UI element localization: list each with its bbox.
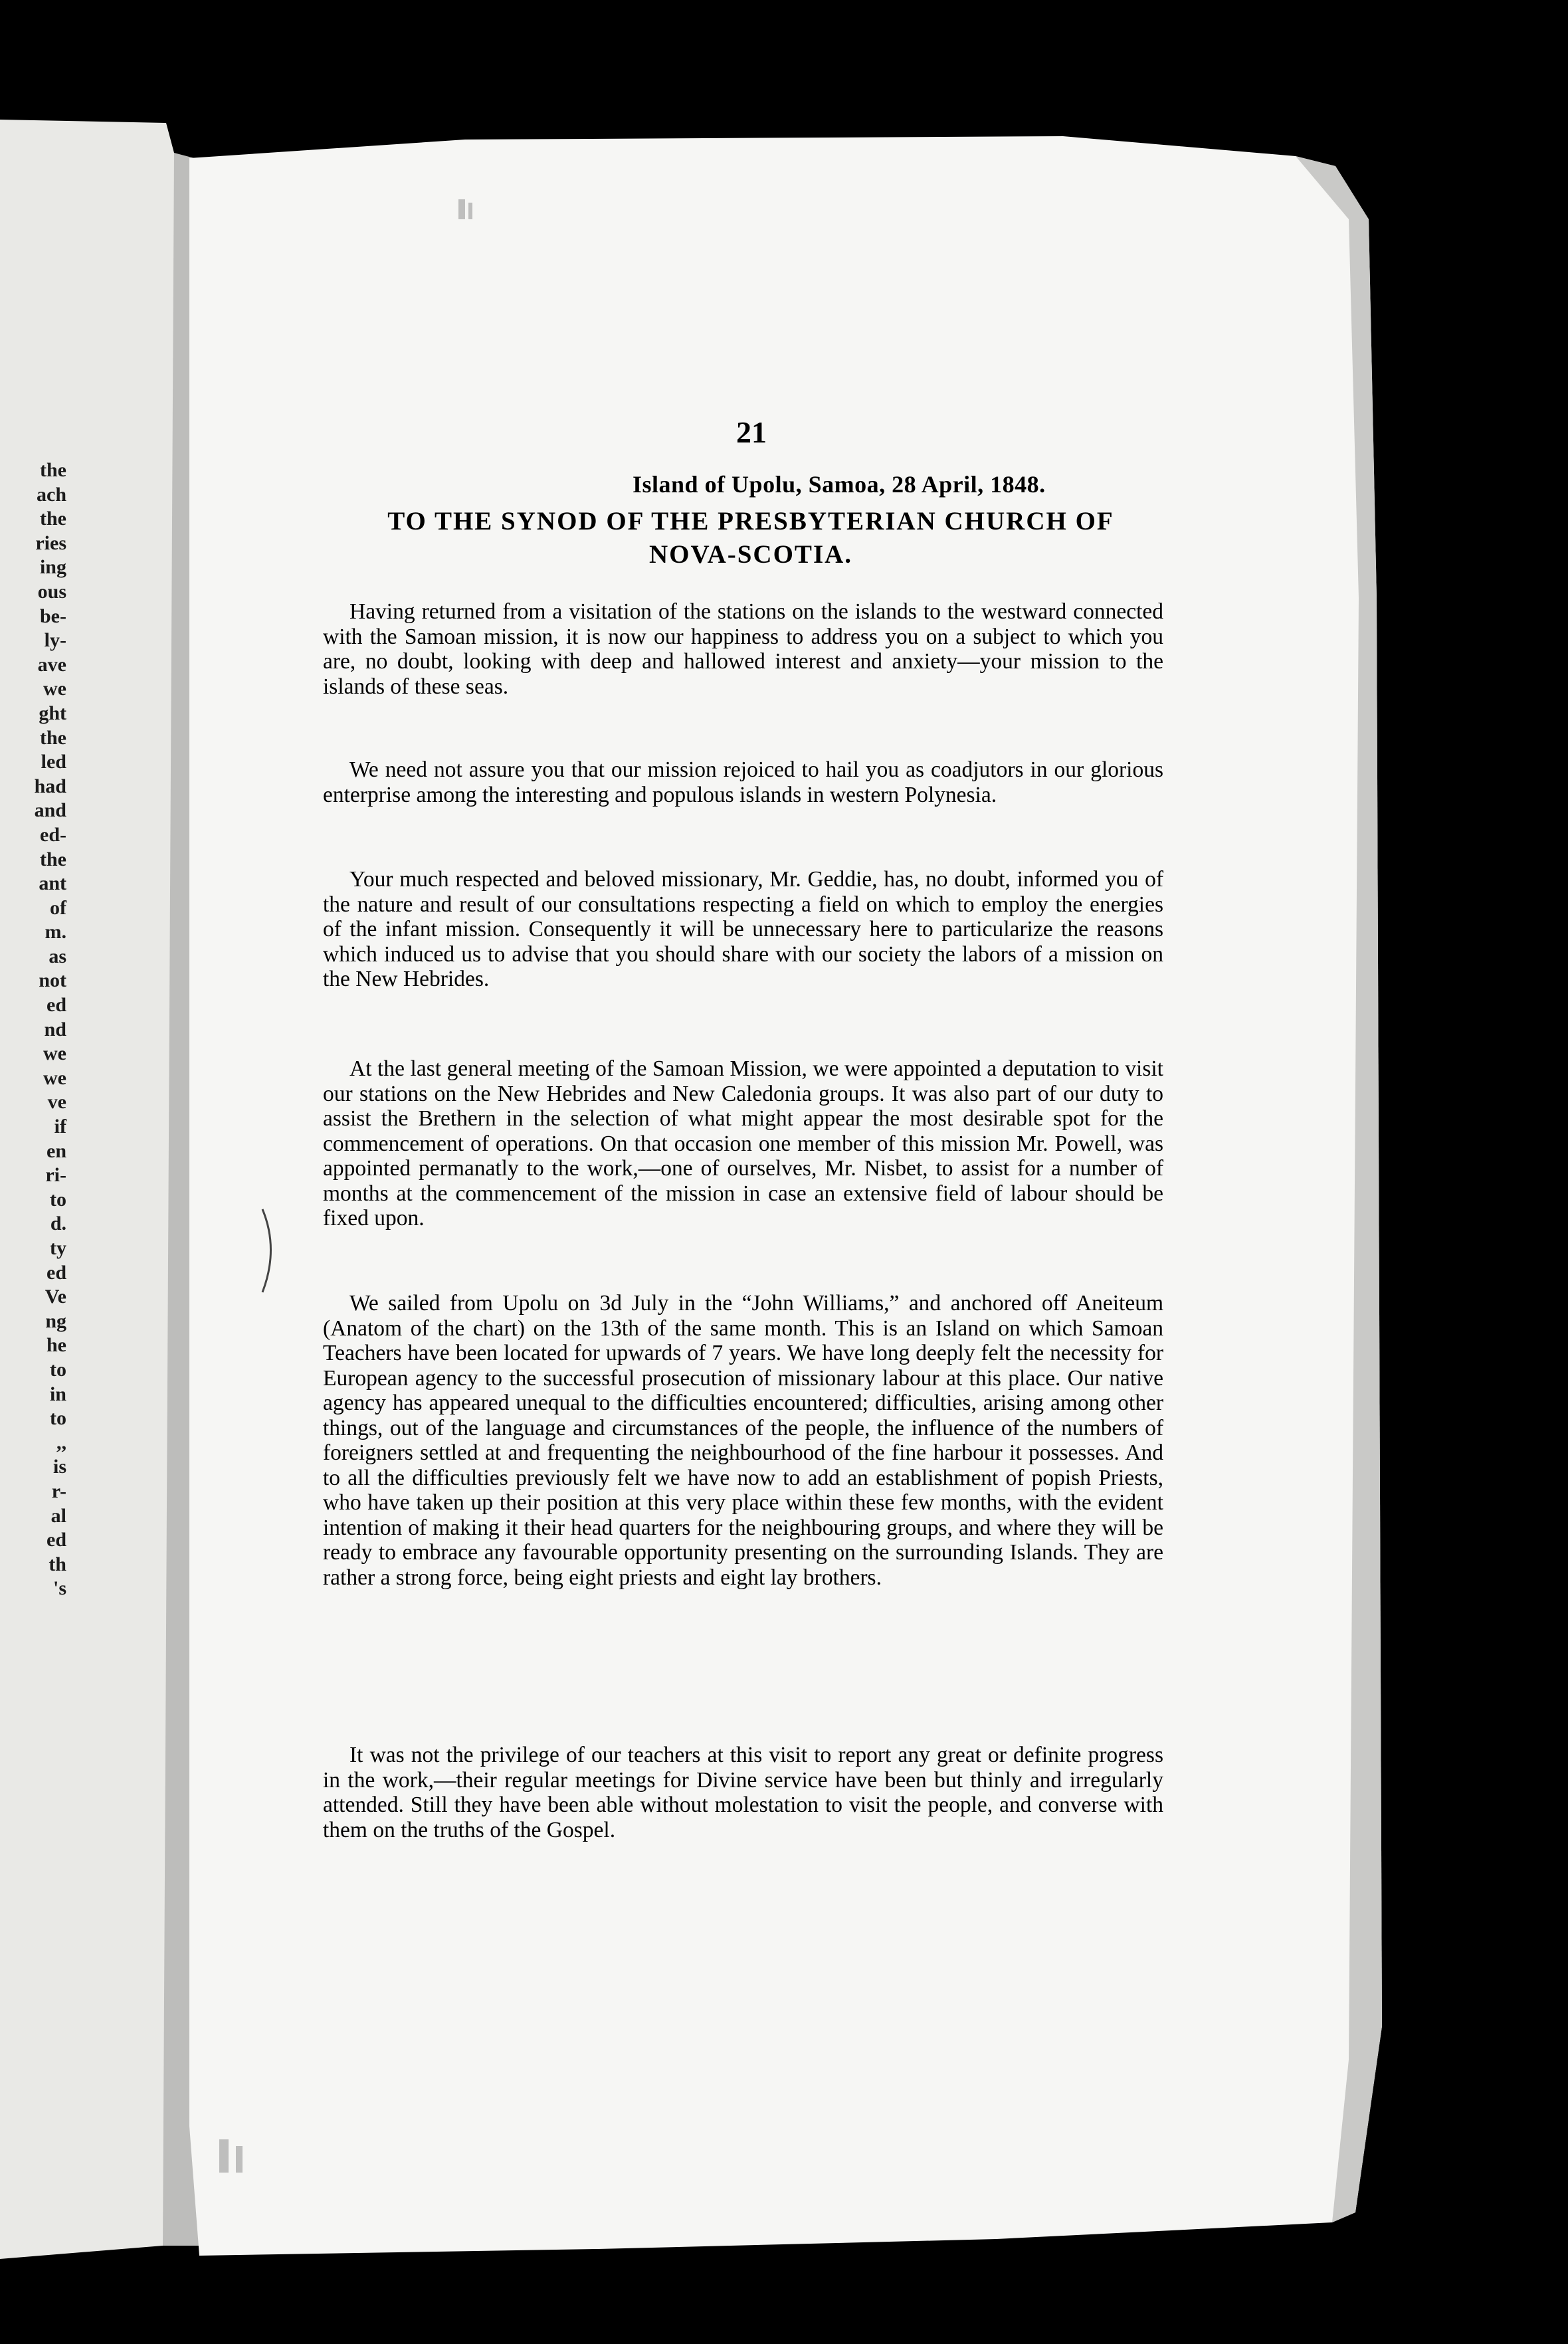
left-fragment: ant [39, 872, 66, 895]
left-fragment: of [50, 896, 66, 919]
left-fragment: th [49, 1553, 66, 1575]
paragraph-3: Your much respected and beloved missionary, Mr. Geddie, has, no doubt, informed you of the nature and result of our consultations respecting a field on which to employ the energies of the infant mission. Consequently it will be unnecessary here to particularize the reasons which induced us to advise that you should share with our society the labors of a mission on the New Hebrides. [323, 867, 1163, 991]
left-fragment: ach [37, 483, 66, 506]
left-fragment: we [43, 678, 66, 700]
left-fragment: nd [44, 1018, 66, 1040]
left-fragment: ve [47, 1091, 66, 1114]
left-fragment: ed [47, 994, 66, 1017]
left-fragment: r- [51, 1480, 66, 1502]
letter-heading [336, 505, 1166, 571]
paragraph-4: At the last general meeting of the Samoan Mission, we were appointed a deputation to visit our stations on the New Hebrides and New Caledonia groups. It was also part of our duty to assist the Brethern in the selection of what might appear the most desirable spot for the commencement of operations. On that occasion one member of this mission Mr. Powell, was appointed permanatly to the work,—one of ourselves, Mr. Nisbet, to assist for a number of months at the commencement of the mission in case an extensive field of labour should be fixed upon. [323, 1056, 1163, 1230]
left-fragment: ng [45, 1310, 66, 1332]
left-fragment: ing [39, 556, 66, 579]
left-fragment: we [43, 1066, 66, 1089]
left-fragment: ght [39, 702, 66, 724]
left-fragment: to [50, 1188, 66, 1211]
left-fragment: and [34, 799, 66, 822]
left-fragment: ed [47, 1261, 66, 1284]
left-fragment: the [40, 848, 66, 870]
left-fragment: ly- [44, 629, 66, 652]
left-fragment: he [47, 1334, 66, 1357]
left-fragment: ty [50, 1237, 66, 1259]
left-fragment: the [40, 726, 66, 749]
left-fragment: ri- [45, 1164, 66, 1187]
left-fragment: ries [35, 532, 66, 554]
left-fragment: if [54, 1116, 66, 1138]
left-fragment: al [50, 1504, 66, 1527]
left-fragment: ous [37, 580, 66, 603]
heading-line-1: TO THE SYNOD OF THE PRESBYTERIAN CHURCH OF [387, 507, 1114, 536]
left-fragment: as [49, 945, 66, 967]
left-fragment: en [47, 1139, 66, 1162]
left-fragment: 's [52, 1577, 66, 1600]
page-number: 21 [736, 415, 767, 449]
left-fragment: ed- [40, 823, 66, 846]
left-fragment: to [50, 1358, 66, 1381]
left-fragment: ed [47, 1529, 66, 1551]
paragraph-2: We need not assure you that our mission rejoiced to hail you as coadjutors in our glorious enterprise among the interesting and populous islands in western Polynesia. [323, 757, 1163, 807]
dateline: Island of Upolu, Samoa, 28 April, 1848. [633, 471, 1046, 498]
left-fragment: the [40, 508, 66, 530]
left-fragment: is [52, 1456, 66, 1478]
left-page-fragments [0, 458, 66, 1601]
left-fragment: Ve [45, 1286, 66, 1308]
left-fragment: be- [40, 605, 66, 627]
left-fragment: to [50, 1407, 66, 1430]
left-fragment: ,, [56, 1431, 66, 1454]
left-fragment: the [40, 459, 66, 481]
left-fragment: led [41, 751, 66, 773]
paragraph-6: It was not the privilege of our teachers at this visit to report any great or definite progress in the work,—their regular meetings for Divine service have been but thinly and irregularly attended. Still they have been able without molestation to visit the people, and converse with them on the truths of the Gospel. [323, 1743, 1163, 1842]
left-fragment: not [39, 969, 66, 992]
left-fragment: in [49, 1383, 66, 1405]
left-fragment: we [43, 1042, 66, 1065]
heading-line-2: NOVA-SCOTIA. [648, 540, 853, 569]
paragraph-1: Having returned from a visitation of the stations on the islands to the westward connected with the Samoan mission, it is now our happiness to address you on a subject to which you are, no doubt, looking with deep and hallowed interest and anxiety—your mission to the islands of these seas. [323, 599, 1163, 699]
left-fragment: d. [50, 1213, 66, 1235]
left-fragment: m. [45, 921, 66, 943]
left-fragment: had [34, 775, 66, 797]
paragraph-5: We sailed from Upolu on 3d July in the “John Williams,” and anchored off Aneiteum (Anatom of the chart) on the 13th of the same month. This is an Island on which Samoan Teachers have been located for upwards of 7 years. We have long deeply felt the necessity for European agency to the successful prosecution of missionary labour at this place. Our native agency has appeared unequal to the difficulties encountered; difficulties, arising among other things, out of the language and circumstances of the people, the influence of the numbers of foreigners settled at and frequenting the neighbourhood of the fine harbour it possesses. And to all the difficulties previously felt we have now to add an establishment of popish Priests, who have taken up their position at this very place within these few months, with the evident intention of making it their head quarters for the neighbouring groups, and where they will be ready to embrace any favourable opportunity presenting on the surrounding Islands. They are rather a strong force, being eight priests and eight lay brothers. [323, 1291, 1163, 1590]
left-fragment: ave [37, 653, 66, 676]
